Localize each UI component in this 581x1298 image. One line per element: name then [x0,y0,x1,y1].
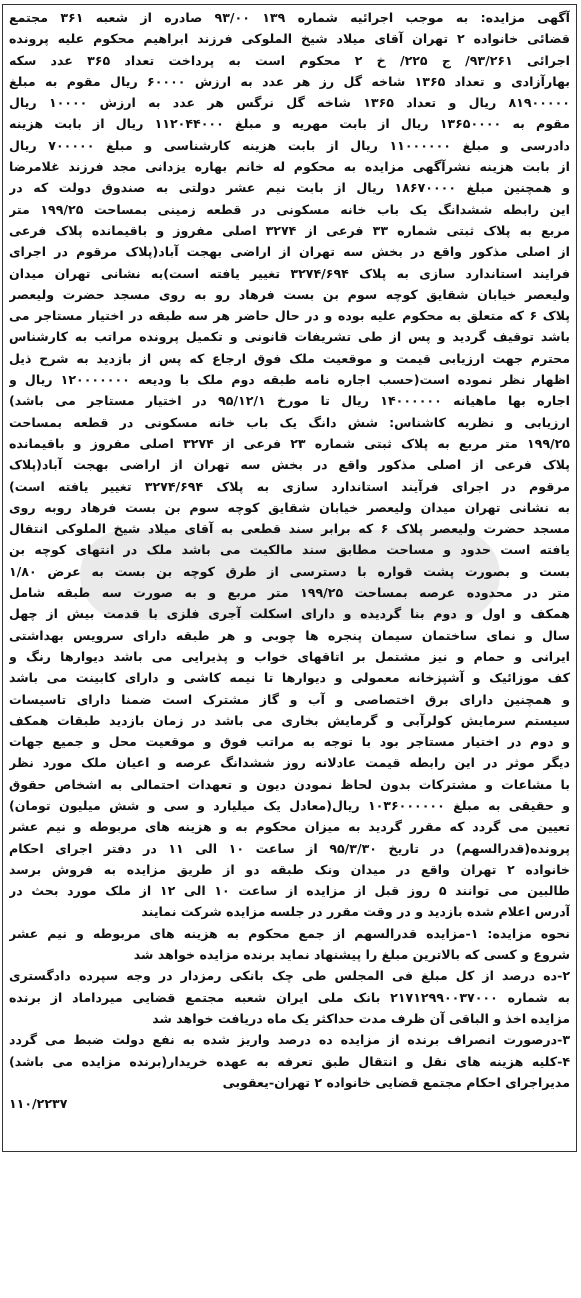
notice-line: شروع و کسی که بالاترین مبلغ را پیشنهاد نماید برنده مزایده خواهد شد [133,947,570,963]
notice-line: سیستم سرمایش کولرآبی و گرمایش بخاری می باشد در زمان بازدید طبقات همکف [9,712,570,728]
notice-line: همکف و اول و دوم بنا گردیده و دارای اسکلت آجری فلزی با قدمت بیش از چهل [9,606,570,622]
notice-line: ایرانی و حمام و نیز مشتمل بر اتاقهای خواب و پذیرایی می باشد دیوارها رنگ و [9,648,570,664]
notice-line: و دوم در اختیار مستاجر بود با توجه به مراتب فوق و موقعیت محل و جمیع جهات [9,734,570,750]
notice-line: خانواده ۲ تهران واقع در میدان ونک طبقه دو از طریق مزایده به فروش برسد [9,861,570,877]
notice-line: مزایده اخذ و الباقی آن ظرف مدت حداکثر یک ماه دریافت خواهد شد [152,1010,570,1026]
notice-line: و همچنین دارای برق اختصاصی و آب و گاز مشترک است ضمنا دارای تاسیسات [9,691,570,707]
notice-line: اجاره بها ماهیانه ۱۴۰۰۰۰۰۰ ریال تا مورخ ۹۵/۱۲/۱ در اختیار مستاجر می باشد) [9,393,570,409]
notice-line: ۱۹۹/۲۵ متر مربع به پلاک ثبتی شماره ۲۳ فرعی از ۳۲۷۴ اصلی مفروز و باقیمانده [9,435,570,451]
notice-line: اجرائی ۹۳/۲۶۱/ ج ۲۲۵/ خ ۲ محکوم است به پرداخت تعداد ۳۶۵ عدد سکه [9,52,570,68]
notice-line: بست و بصورت پشت قواره با دسترسی از طرق کوچه بن بست به عرض ۱/۸۰ [9,563,570,579]
auction-notice [2,4,577,1152]
notice-line: فرایند استاندارد سازی به پلاک ۳۲۷۴/۶۹۴ تغییر یافته است)به نشانی تهران میدان [9,265,570,281]
notice-line: و حقیقی به مبلغ ۱۰۳۶۰۰۰۰۰۰ ریال(معادل یک میلیارد و سی و شش میلیون تومان) [9,797,570,813]
notice-line: یافته است حدود و مساحت مطابق سند مالکیت می باشد ملک در انتهای کوچه بن [9,542,570,558]
notice-line: کف موزائیک و آشپزخانه معمولی و دیوارها تا نیمه کاشی و دارای کابینت می باشد [9,670,570,686]
notice-line: ارزیابی و نظریه کاشناس: شش دانگ یک باب خانه مسکونی در قطعه بمساحت [9,414,570,430]
notice-line: آدرس اعلام شده بازدید و در وقت مقرر در جلسه مزایده شرکت نمایند [141,904,570,920]
notice-line: مقوم به ۱۳۶۵۰۰۰۰ ریال از بابت مهریه و مبلغ ۱۱۲۰۴۴۰۰۰ ریال از بابت هزینه [9,116,570,132]
notice-line: طالبین می توانند ۵ روز قبل از مزایده از ساعت ۱۰ الی ۱۲ از ملک مورد بحث در [9,883,570,899]
notice-line: پلاک فرعی از اصلی مذکور واقع در بخش سه تهران از اراضی بهجت آباد(پلاک [9,457,570,473]
notice-line: این رابطه ششدانگ یک باب خانه مسکونی در قطعه زمینی بمساحت ۱۹۹/۲۵ متر [9,201,570,217]
notice-line: مرقوم در اجرای فرآیند استاندارد سازی به پلاک ۳۲۷۴/۶۹۴ تغییر یافته است) [9,478,570,494]
notice-line: آگهی مزایده: به موجب اجرائیه شماره ۱۳۹ ۹۳/۰۰ صادره از شعبه ۳۶۱ مجتمع [9,10,570,25]
notice-line: و همچنین مبلغ ۱۸۶۷۰۰۰۰ ریال از بابت نیم عشر دولتی به صندوق دولت که در [9,180,570,196]
notice-line: با مشاعات و مشترکات بدون لحاظ نمودن دیون و تعهدات احتمالی به اشخاص حقوق [9,776,570,792]
notice-signature: مدیراجرای احکام مجتمع قضایی خانواده ۲ تهران-یعقوبی [222,1074,570,1090]
notice-line: سال و نمای ساختمان سیمان پنجره ها چوبی و هر طبقه دارای سرویس بهداشتی [9,627,570,643]
notice-line: تعیین می گردد که مقرر گردید به میزان محکوم به و هزینه های مربوطه و نیم عشر [9,819,570,835]
notice-line: دیگر موثر در این رابطه قیمت عادلانه روز ششدانگ عرصه و اعیان ملک مورد نظر [9,755,570,771]
notice-line: محترم جهت ارزیابی قیمت و موقعیت ملک فوق ارجاع که پس از بازدید به شرح ذیل [9,350,570,366]
notice-line: متر در محدوده عرصه بمساحت ۱۹۹/۲۵ متر مربع و به صورت سه طبقه شامل [9,585,570,601]
notice-line: ۲-ده درصد از کل مبلغ فی المجلس طی چک بانکی رمزدار در وجه سپرده دادگستری [9,968,570,984]
notice-line: قضائی خانواده ۲ تهران آقای میلاد شیخ الملوکی فرزند ابراهیم محکوم علیه پرونده [9,31,570,47]
notice-line: به نشانی تهران میدان ولیعصر خیابان شقایق کوچه سوم بن بست فرهاد روبه روی [9,499,570,515]
notice-line: پلاک ۶ که متعلق به محکوم علیه بوده و در حال حاضر هر سه طبقه در اختیار مستاجر می [9,308,570,324]
notice-line: ۴-کلیه هزینه های نقل و انتقال طبق تعرفه به عهده خریدار(برنده مزایده می باشد) [9,1053,570,1069]
notice-line: پرونده(قدرالسهم) در تاریخ ۹۵/۳/۳۰ از ساعت ۱۰ الی ۱۱ در دفتر اجرای احکام [9,840,570,856]
notice-line: دادرسی و مبلغ ۱۱۰۰۰۰۰۰ ریال از بابت هزینه کارشناسی و مبلغ ۷۰۰۰۰۰ ریال [9,137,570,153]
notice-line: ولیعصر خیابان شقایق کوچه سوم بن بست فرهاد رو به روی مسجد حضرت ولیعصر [9,286,570,302]
notice-line: باشد توقیف گردید و پس از طی تشریفات قانونی و تکمیل پرونده مراتب به کارشناس [9,329,570,345]
notice-line: از اصلی مذکور واقع در بخش سه تهران از اراضی بهجت آباد(پلاک مرقوم در اجرای [9,244,570,260]
notice-line: مربع به پلاک ثبتی شماره ۳۳ فرعی از ۳۲۷۴ اصلی مفروز و باقیمانده پلاک فرعی [9,222,570,238]
notice-line: به شماره ۲۱۷۱۲۹۹۰۰۳۷۰۰۰ بانک ملی ایران شعبه مجتمع قضایی میرداماد از برنده [9,989,570,1005]
notice-line: بهارآزادی و تعداد ۱۳۶۵ شاخه گل رز هر عدد به ارزش ۶۰۰۰۰ ریال مقوم به مبلغ [9,73,570,89]
notice-line: نحوه مزایده: ۱-مزایده قدرالسهم از جمع محکوم به هزینه های مربوطه و نیم عشر [9,925,570,941]
notice-line: از بابت هزینه نشرآگهی مزایده به محکوم له خانم بهاره یزدانی مجد فرزند غلامرضا [9,159,570,175]
notice-reference-code: ۱۱۰/۲۲۳۷ [9,1096,68,1112]
notice-line: ۳-درصورت انصراف برنده از مزایده ده درصد واریز شده به نفع دولت ضبط می گردد [9,1032,570,1048]
notice-line: ۸۱۹۰۰۰۰۰ ریال و تعداد ۱۳۶۵ شاخه گل نرگس هر عدد به ارزش ۱۰۰۰۰ ریال [9,95,570,111]
notice-line: مسجد حضرت ولیعصر پلاک ۶ که برابر سند قطعی به آقای میلاد شیخ الملوکی انتقال [9,521,570,537]
notice-line: اظهار نظر نموده است(حسب اجاره نامه طبقه دوم ملک با ودیعه ۱۲۰۰۰۰۰۰۰ ریال و [9,372,570,388]
